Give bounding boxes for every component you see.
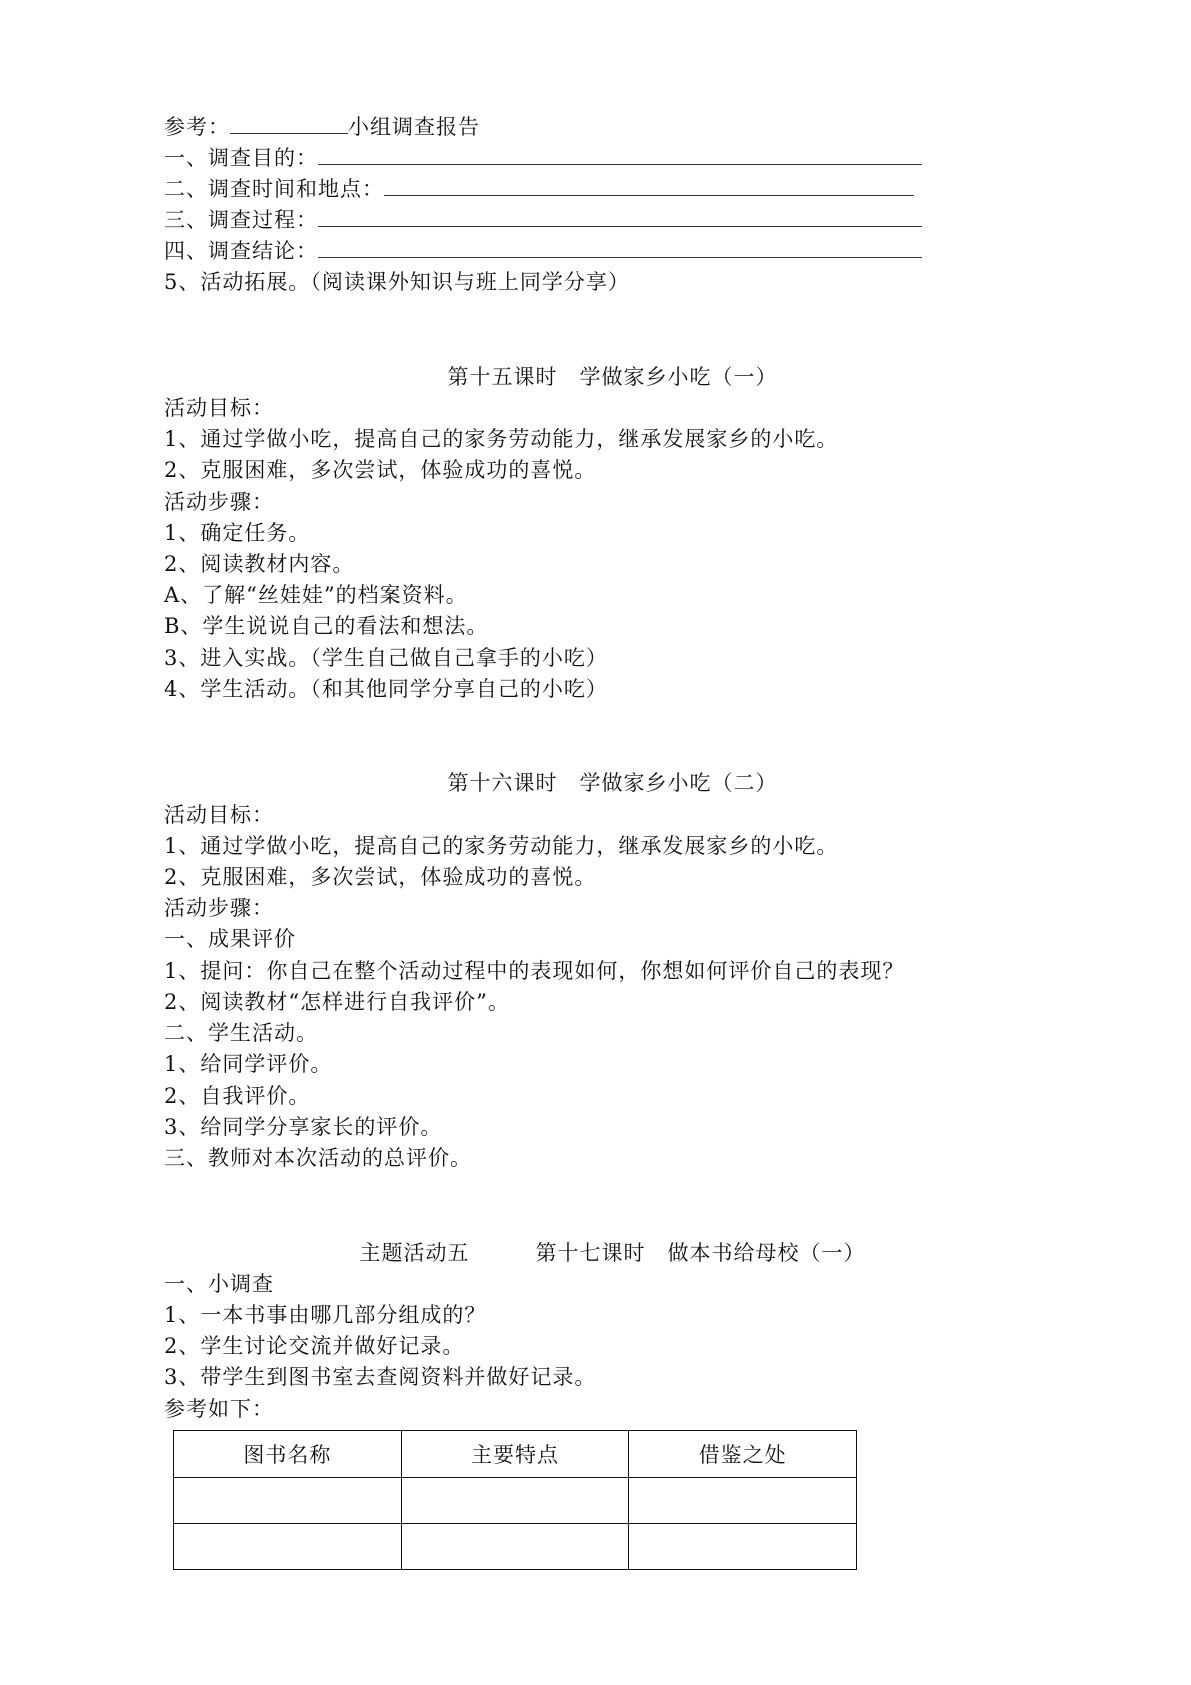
table-header-row — [174, 1431, 857, 1478]
lesson16-step: 2、自我评价。 — [164, 1084, 311, 1108]
report-item-process — [164, 205, 922, 235]
report-item-label: 四、调查结论： — [164, 239, 318, 263]
fill-blank[interactable] — [318, 144, 922, 165]
report-item-time-place — [164, 174, 914, 204]
lesson17-line: 一、小调查 — [164, 1272, 274, 1296]
table-header-cell: 图书名称 — [174, 1431, 402, 1478]
reference-table — [173, 1430, 857, 1570]
lesson15-goal: 2、克服困难，多次尝试，体验成功的喜悦。 — [164, 458, 597, 482]
fill-blank[interactable] — [318, 206, 922, 227]
table-cell[interactable] — [401, 1524, 629, 1570]
report-prefix: 参考： — [164, 115, 230, 139]
fill-blank[interactable] — [318, 237, 922, 258]
lesson16-step: 1、提问：你自己在整个活动过程中的表现如何，你想如何评价自己的表现？ — [164, 959, 905, 983]
table-row — [174, 1524, 857, 1570]
lesson16-step: 三、教师对本次活动的总评价。 — [164, 1146, 472, 1170]
report-title-line — [164, 112, 480, 142]
report-suffix: 小组调查报告 — [348, 115, 480, 139]
table-cell[interactable] — [629, 1478, 857, 1524]
group-name-blank[interactable] — [230, 113, 348, 134]
lesson16-steps-label: 活动步骤： — [164, 896, 274, 920]
lesson15-step: A、了解“丝娃娃”的档案资料。 — [164, 583, 468, 607]
lesson16-title: 第十六课时 学做家乡小吃（二） — [447, 771, 778, 795]
report-item-label: 二、调查时间和地点： — [164, 177, 384, 201]
lesson17-line: 参考如下： — [164, 1397, 274, 1421]
lesson15-step: 2、阅读教材内容。 — [164, 552, 355, 576]
lesson17-line: 1、一本书事由哪几部分组成的？ — [164, 1303, 487, 1327]
lesson16-goal: 1、通过学做小吃，提高自己的家务劳动能力，继承发展家乡的小吃。 — [164, 834, 839, 858]
fill-blank[interactable] — [384, 175, 914, 196]
lesson17-line: 2、学生讨论交流并做好记录。 — [164, 1334, 465, 1358]
report-extension: 5、活动拓展。（阅读课外知识与班上同学分享） — [164, 270, 630, 294]
lesson16-step: 一、成果评价 — [164, 927, 296, 951]
lesson16-step: 二、学生活动。 — [164, 1021, 318, 1045]
table-header-cell: 主要特点 — [401, 1431, 629, 1478]
lesson17-title: 主题活动五 第十七课时 做本书给母校（一） — [359, 1241, 866, 1265]
table-row — [174, 1478, 857, 1524]
table-cell[interactable] — [629, 1524, 857, 1570]
report-item-label: 三、调查过程： — [164, 208, 318, 232]
table-header-cell: 借鉴之处 — [629, 1431, 857, 1478]
lesson16-goals-label: 活动目标： — [164, 803, 274, 827]
lesson16-step: 1、给同学评价。 — [164, 1052, 333, 1076]
report-item-label: 一、调查目的： — [164, 146, 318, 170]
lesson16-step: 2、阅读教材“怎样进行自我评价”。 — [164, 990, 510, 1014]
lesson15-step: 1、确定任务。 — [164, 521, 311, 545]
lesson16-step: 3、给同学分享家长的评价。 — [164, 1115, 443, 1139]
lesson15-step: 3、进入实战。（学生自己做自己拿手的小吃） — [164, 646, 608, 670]
lesson17-line: 3、带学生到图书室去查阅资料并做好记录。 — [164, 1365, 597, 1389]
table-cell[interactable] — [174, 1524, 402, 1570]
lesson15-goal: 1、通过学做小吃，提高自己的家务劳动能力，继承发展家乡的小吃。 — [164, 427, 839, 451]
report-item-conclusion — [164, 236, 922, 266]
report-item-purpose — [164, 143, 922, 173]
lesson15-goals-label: 活动目标： — [164, 396, 274, 420]
lesson15-step: 4、学生活动。（和其他同学分享自己的小吃） — [164, 677, 608, 701]
table-cell[interactable] — [174, 1478, 402, 1524]
lesson16-goal: 2、克服困难，多次尝试，体验成功的喜悦。 — [164, 865, 597, 889]
lesson15-step: B、学生说说自己的看法和想法。 — [164, 614, 489, 638]
lesson15-steps-label: 活动步骤： — [164, 490, 274, 514]
lesson15-title: 第十五课时 学做家乡小吃（一） — [447, 365, 778, 389]
table-cell[interactable] — [401, 1478, 629, 1524]
